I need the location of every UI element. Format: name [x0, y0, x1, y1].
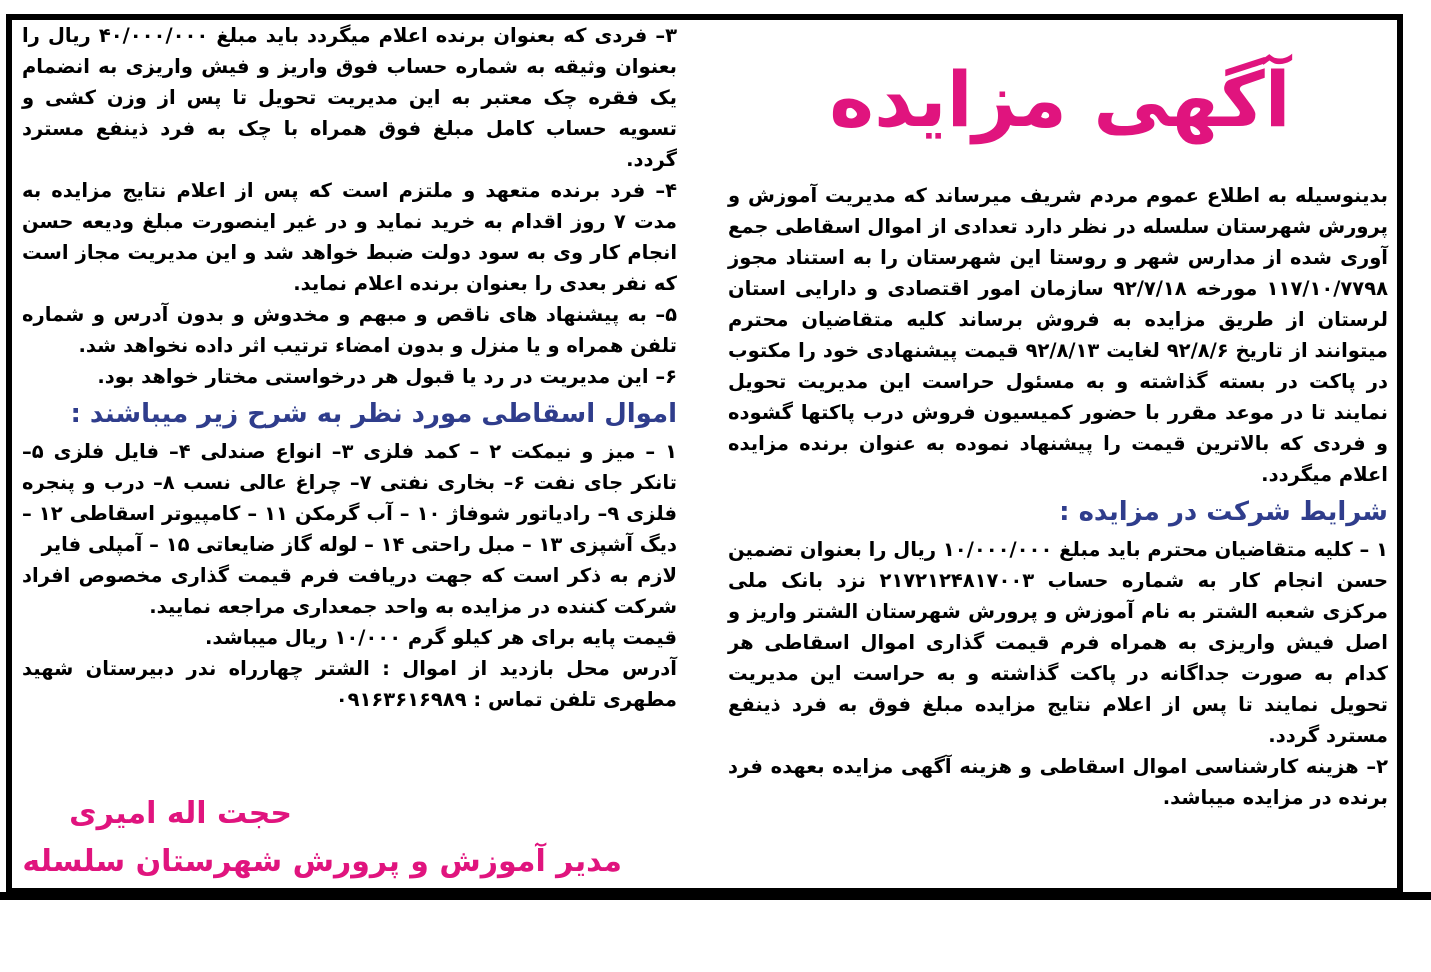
condition-2: ۲– هزینه کارشناسی اموال اسقاطی و هزینه آگهی مزایده بعهده فرد برنده در مزایده میباشد. [728, 755, 1388, 809]
intro-paragraph: بدینوسیله به اطلاع عموم مردم شریف میرساند که مدیریت آموزش و پرورش شهرستان سلسله در نظر دارد تعدادی از اموال اسقاطی جمع آوری شده از مدارس شهر و روستا این شهرستان را به استناد مجوز ۱۱۷/۱۰/۷۷۹۸ مورخه ۹۲/۷/۱۸ سازمان امور اقتصادی و دارایی استان لرستان از طریق مزایده به فروش برساند کلیه متقاضیان محترم میتوانند از تاریخ ۹۲/۸/۶ لغایت ۹۲/۸/۱۳ قیمت پیشنهادی خود را مکتوب در پاکت در بسته گذاشته و به مسئول حراست این مدیریت تحویل نمایند تا در موعد مقرر با حضور کمیسیون فروش درب پاکتها گشوده و فردی که بالاترین قیمت را پیشنهاد نموده به عنوان برنده مزایده اعلام میگردد. [728, 184, 1389, 486]
condition-3: ۳– فردی که بعنوان برنده اعلام میگردد باید مبلغ ۴۰/۰۰۰/۰۰۰ ریال را بعنوان وثیقه به شماره حساب فوق واریز و فیش واریزی به انضمام یک فقره چک معتبر به این مدیریت تحویل تا پس از وزن کشی و تسویه حساب کامل مبلغ فوق همراه با چک به فرد ذینفع مسترد گردد. [22, 24, 677, 171]
signature-block [22, 790, 622, 886]
signature-name: حجت اله امیری [69, 796, 292, 831]
condition-6: ۶– این مدیریت در رد یا قبول هر درخواستی مختار خواهد بود. [97, 365, 677, 388]
frame-bottom-border [0, 892, 1431, 900]
note-base-price: قیمت پایه برای هر کیلو گرم ۱۰/۰۰۰ ریال میباشد. [204, 626, 677, 649]
condition-1: ۱ – کلیه متقاضیان محترم باید مبلغ ۱۰/۰۰۰/۰۰۰ ریال را بعنوان تضمین حسن انجام کار به شماره حساب ۲۱۷۲۱۲۴۸۱۷۰۰۳ نزد بانک ملی مرکزی شعبه الشتر به نام آموزش و پرورش شهرستان الشتر واریز و اصل فیش واریزی به همراه فرم قیمت گذاری اموال اسقاطی هر کدام به صورت جداگانه در پاکت گذاشته و به حراست این مدیریت تحویل نمایند تا پس از اعلام نتایج مزایده مبلغ فوق به فرد ذینفع مسترد گردد. [728, 538, 1388, 747]
condition-5: ۵– به پیشنهاد های ناقص و مبهم و مخدوش و بدون آدرس و شماره تلفن همراه و یا منزل و بدون امضاء ترتیب اثر داده نخواهد شد. [22, 303, 677, 357]
items-heading: اموال اسقاطی مورد نظر به شرح زیر میباشند : [70, 399, 677, 429]
right-column [728, 180, 1388, 813]
top-margin [0, 0, 1431, 14]
items-list: ۱ – میز و نیمکت ۲ – کمد فلزی ۳– انواع صندلی ۴– فایل فلزی ۵– تانکر جای نفت ۶– بخاری نفتی ۷– چراغ عالی نسب ۸– درب و پنجره فلزی ۹– رادیاتور شوفاژ ۱۰ – آب گرمکن ۱۱ – کامپیوتر اسقاطی ۱۲ – دیگ آشپزی ۱۳ – مبل راحتی ۱۴ – لوله گاز ضایعاتی ۱۵ – آمپلی فایر [22, 440, 677, 556]
left-column [22, 20, 677, 715]
signature-position: مدیر آموزش و پرورش شهرستان سلسله [22, 844, 622, 879]
frame-right-border [1397, 14, 1403, 900]
note-address: آدرس محل بازدید از اموال : الشتر چهارراه ندر دبیرستان شهید مطهری تلفن تماس : ۰۹۱۶۳۶۱۶۹۸۹ [22, 657, 677, 711]
conditions-heading: شرایط شرکت در مزایده : [1059, 497, 1388, 527]
note-form: لازم به ذکر است که جهت دریافت فرم قیمت گذاری مخصوص افراد شرکت کننده در مزایده به واحد جمعداری مراجعه نمایید. [22, 564, 677, 618]
condition-4: ۴– فرد برنده متعهد و ملتزم است که پس از اعلام نتایج مزایده به مدت ۷ روز اقدام به خرید نماید و در غیر اینصورت مبلغ ودیعه حسن انجام کار وی به سود دولت ضبط خواهد شد و این مدیریت مجاز است که نفر بعدی را بعنوان برنده اعلام نماید. [22, 179, 677, 295]
notice-title: آگهی مزایده [829, 55, 1291, 144]
